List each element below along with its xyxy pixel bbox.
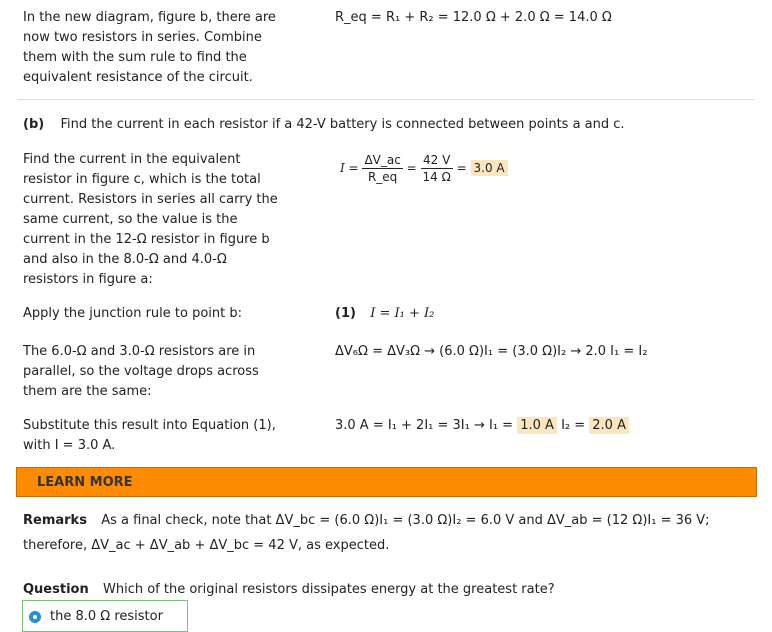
result-current: 3.0 A: [471, 160, 508, 176]
remarks-text-1: As a final check, note that ΔV_bc = (6.0 Ω)I₁ = (3.0 Ω)I₂ = 6.0 V and ΔV_ab = (12 Ω)I₁ = 36 V;: [101, 513, 710, 528]
step-line: current. Resistors in series all carry the: [23, 192, 278, 207]
part-b-question: [23, 115, 625, 135]
radio-selected-icon[interactable]: [29, 611, 41, 623]
fraction-1: [362, 152, 402, 185]
question-text: Which of the original resistors dissipates energy at the greatest rate?: [103, 582, 555, 597]
step-line: parallel, so the voltage drops across: [23, 364, 259, 379]
intro-line: equivalent resistance of the circuit.: [23, 70, 253, 85]
step3-text: [23, 342, 313, 402]
answer-label: the 8.0 Ω resistor: [50, 609, 163, 624]
parallel-equation: ΔV₆Ω = ΔV₃Ω → (6.0 Ω)I₁ = (3.0 Ω)I₂ → 2.0 I₁ = I₂: [335, 344, 648, 359]
learn-more-label: LEARN MORE: [37, 475, 133, 490]
step-line: them are the same:: [23, 384, 152, 399]
substitution-mid: I₂ =: [561, 418, 586, 433]
intro-equation: R_eq = R₁ + R₂ = 12.0 Ω + 2.0 Ω = 14.0 Ω: [335, 10, 612, 25]
step-line: with I = 3.0 A.: [23, 438, 116, 453]
part-b-text: Find the current in each resistor if a 42-V battery is connected between points a and c.: [60, 117, 625, 132]
eq-equals: =: [406, 161, 417, 175]
answer-option[interactable]: [22, 600, 188, 632]
junction-equation: [335, 304, 434, 324]
step-line: resistor in figure c, which is the total: [23, 172, 261, 187]
learn-more-button[interactable]: [16, 467, 757, 497]
result-I1: 1.0 A: [517, 417, 557, 434]
question-label: Question: [23, 582, 89, 597]
remarks-line-2: therefore, ΔV_ac + ΔV_ab + ΔV_bc = 42 V, as expected.: [23, 538, 390, 553]
question: [23, 580, 555, 600]
step4-text: [23, 416, 313, 456]
fraction-1-num: ΔV_ac: [364, 153, 401, 167]
junction-eq: I = I₁ + I₂: [370, 306, 435, 321]
intro-line: now two resistors in series. Combine: [23, 30, 262, 45]
divider: [18, 99, 754, 100]
eq-I: I =: [340, 161, 359, 175]
remarks-line-1: [23, 511, 763, 531]
intro-line: them with the sum rule to find the: [23, 50, 247, 65]
step2-text: Apply the junction rule to point b:: [23, 306, 243, 321]
step-line: The 6.0-Ω and 3.0-Ω resistors are in: [23, 344, 256, 359]
step-line: Find the current in the equivalent: [23, 152, 241, 167]
substitution-equation: [335, 416, 629, 436]
part-b-label: (b): [23, 117, 45, 132]
remarks: [23, 511, 763, 556]
intro-line: In the new diagram, figure b, there are: [23, 10, 276, 25]
intro-text: [23, 8, 313, 88]
current-equation: [340, 152, 508, 185]
fraction-2-den: 14 Ω: [422, 170, 451, 184]
step-line: Substitute this result into Equation (1),: [23, 418, 276, 433]
remarks-label: Remarks: [23, 513, 87, 528]
equation-label: (1): [335, 306, 356, 321]
step-line: and also in the 8.0-Ω and 4.0-Ω: [23, 252, 227, 267]
step-line: resistors in figure a:: [23, 272, 153, 287]
substitution-prefix: 3.0 A = I₁ + 2I₁ = 3I₁ → I₁ =: [335, 418, 514, 433]
fraction-2: [421, 152, 453, 185]
eq-equals: =: [456, 161, 467, 175]
step-line: current in the 12-Ω resistor in figure b: [23, 232, 270, 247]
step1-text: [23, 150, 313, 290]
step-line: same current, so the value is the: [23, 212, 238, 227]
fraction-1-den: R_eq: [367, 170, 398, 184]
result-I2: 2.0 A: [589, 417, 629, 434]
fraction-2-num: 42 V: [421, 152, 453, 169]
